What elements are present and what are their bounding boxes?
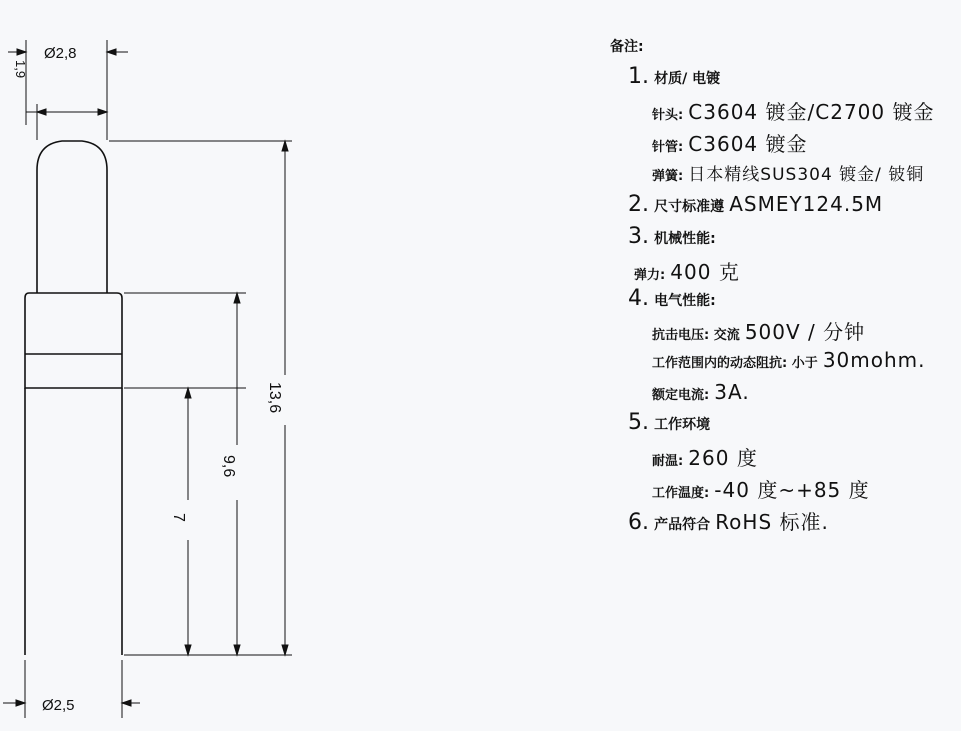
note-label: 额定电流:	[652, 388, 710, 403]
note-tip-material	[652, 96, 934, 125]
note-label: 抗击电压: 交流	[652, 328, 740, 343]
note-text: 尺寸标准遵	[654, 199, 725, 215]
note-text: 电气性能:	[654, 293, 716, 309]
note-label: 工作温度:	[652, 486, 710, 501]
note-6	[628, 506, 829, 535]
note-number: 6.	[628, 510, 649, 535]
note-value: 30mohm.	[822, 348, 926, 372]
note-value: 400 克	[670, 260, 740, 284]
note-number: 4.	[628, 286, 649, 311]
note-5	[628, 410, 710, 435]
barrel-collar	[25, 293, 122, 388]
note-value: C3604 镀金	[688, 132, 808, 156]
dim-length-7: 7	[170, 513, 187, 522]
note-value: 3A.	[714, 380, 750, 404]
dim-top-diameter: Ø2,8	[44, 45, 77, 62]
dim-length-96: 9,6	[220, 455, 237, 478]
note-text: 机械性能:	[654, 231, 716, 247]
note-value: ASMEY124.5M	[729, 192, 884, 216]
note-number: 5.	[628, 410, 649, 435]
note-value: 260 度	[688, 446, 758, 470]
note-text: 工作环境	[654, 417, 711, 433]
note-number: 2.	[628, 192, 649, 217]
note-3	[628, 224, 716, 249]
note-value: -40 度~+85 度	[714, 478, 870, 502]
note-label: 弹簧:	[652, 169, 684, 184]
note-tube-material	[652, 128, 808, 157]
notes-title: 备注:	[610, 39, 644, 55]
note-spring-material	[652, 160, 924, 185]
note-label: 针头:	[652, 108, 684, 123]
note-temp-resistance	[652, 442, 758, 471]
dim-total-length: 13,6	[266, 382, 283, 414]
note-rated-current	[652, 380, 750, 404]
note-text: 产品符合	[654, 517, 711, 533]
note-number: 1.	[628, 64, 649, 89]
note-text: 材质/ 电镀	[654, 71, 721, 87]
note-value: 日本精线SUS304 镀金/ 铍铜	[688, 165, 925, 185]
dim-top-offset: 1,9	[13, 60, 28, 79]
note-1	[628, 64, 720, 89]
note-number: 3.	[628, 224, 649, 249]
note-4	[628, 286, 716, 311]
note-label: 工作范围内的动态阻抗: 小于	[652, 356, 818, 371]
note-working-temp	[652, 474, 870, 503]
note-spring-force	[634, 256, 740, 285]
note-value: 500V / 分钟	[744, 320, 866, 344]
note-value: RoHS 标准.	[715, 510, 829, 534]
note-label: 针管:	[652, 140, 684, 155]
note-2	[628, 192, 883, 217]
note-resistance	[652, 348, 926, 372]
dim-bottom-diameter: Ø2,5	[42, 697, 75, 714]
note-label: 弹力:	[634, 268, 666, 283]
note-value: C3604 镀金/C2700 镀金	[688, 100, 935, 124]
plunger-tip	[37, 141, 107, 293]
barrel-tube	[25, 388, 122, 655]
note-label: 耐温:	[652, 454, 684, 469]
note-withstand-voltage	[652, 316, 865, 345]
